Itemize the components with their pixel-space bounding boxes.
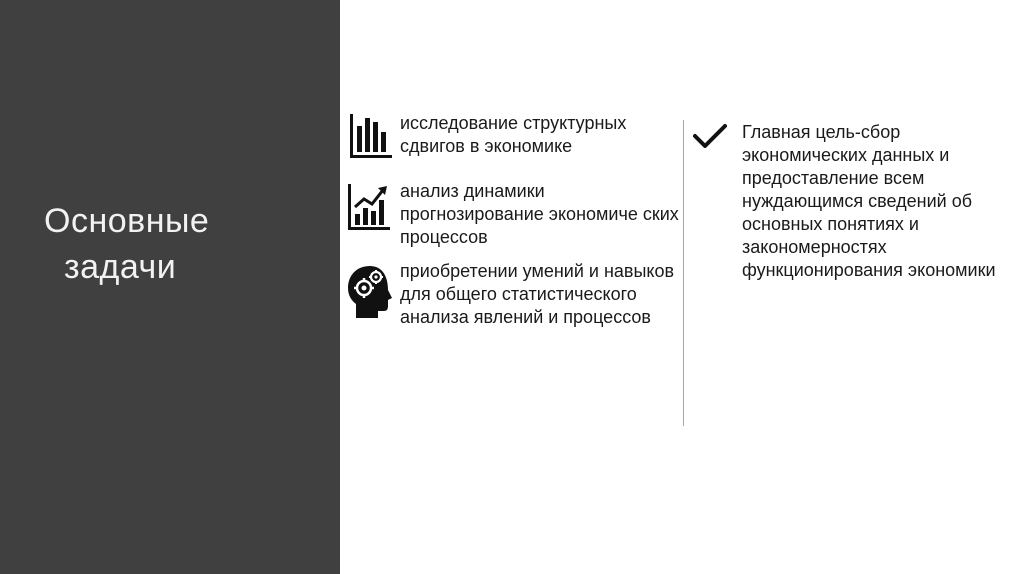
- checkmark-icon: [692, 122, 728, 152]
- task-item-text: исследование структурных сдвигов в экономике: [400, 113, 627, 156]
- slide-title: [44, 198, 209, 290]
- slide-title-line2: задачи: [64, 248, 177, 286]
- bar-chart-icon: [344, 112, 396, 168]
- task-item-dynamics: [344, 180, 680, 249]
- slide-title-line1: Основные: [44, 202, 210, 240]
- main-goal-text: Главная цель-сбор экономических данных и предоставление всем нуждающимся сведений об основных понятиях и закономерностях функционирования экономики: [742, 122, 996, 280]
- head-gears-icon: [344, 260, 396, 316]
- task-item-text: приобретении умений и навыков для общего статистического анализа явлений и процессов: [400, 261, 675, 327]
- left-panel: [0, 0, 340, 574]
- column-divider: [683, 120, 684, 426]
- task-item-statistical-skills: [344, 260, 680, 329]
- task-item-text: анализ динамики прогнозирование экономиче ских процессов: [400, 181, 679, 247]
- task-item-structural-shifts: [344, 112, 680, 168]
- growth-chart-icon: [344, 180, 396, 236]
